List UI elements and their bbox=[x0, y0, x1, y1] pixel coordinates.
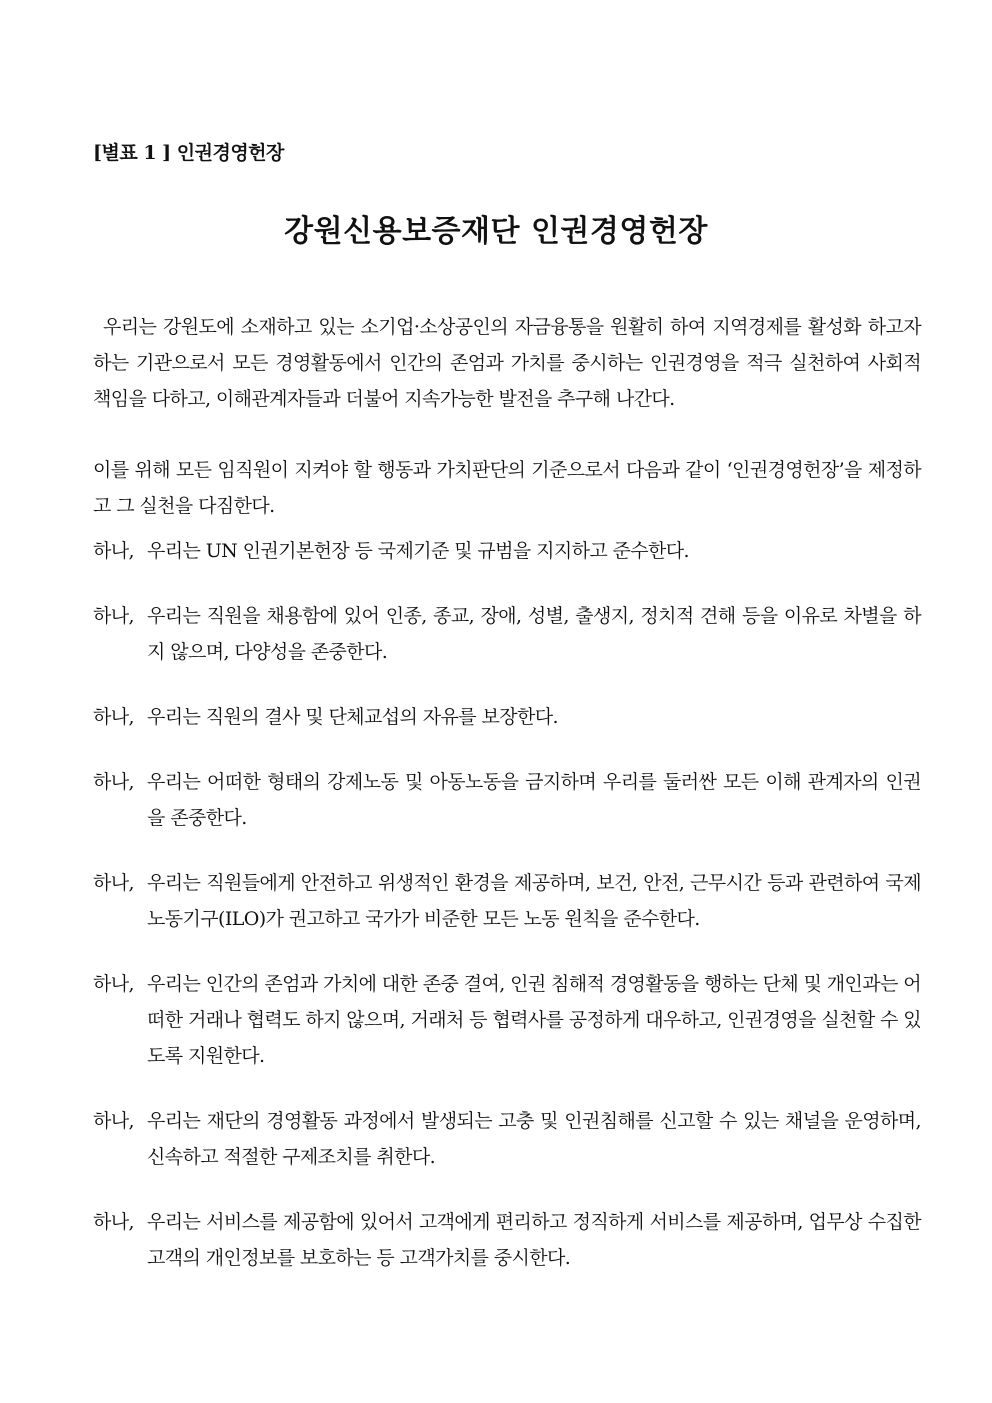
pledge-prefix: 하나, bbox=[93, 540, 134, 562]
pledge-prefix: 하나, bbox=[93, 706, 134, 728]
pledge-prefix: 하나, bbox=[93, 872, 134, 894]
pledge-prefix: 하나, bbox=[93, 1211, 134, 1233]
pledge-text: 우리는 재단의 경영활동 과정에서 발생되는 고충 및 인권침해를 신고할 수 있는 채널을 운영하며, 신속하고 적절한 구제조치를 취한다. bbox=[147, 1110, 921, 1168]
page-title: 강원신용보증재단 인권경영헌장 bbox=[284, 214, 708, 249]
pledge-item bbox=[93, 966, 921, 1074]
pledge-text: 우리는 직원들에게 안전하고 위생적인 환경을 제공하며, 보건, 안전, 근무시간 등과 관련하여 국제노동기구(ILO)가 권고하고 국가가 비준한 모든 노동 원칙을 준수한다. bbox=[147, 872, 921, 930]
pledge-item bbox=[93, 764, 921, 836]
pledge-text: 우리는 직원을 채용함에 있어 인종, 종교, 장애, 성별, 출생지, 정치적 견해 등을 이유로 차별을 하지 않으며, 다양성을 존중한다. bbox=[147, 605, 921, 663]
pledge-text: 우리는 UN 인권기본헌장 등 국제기준 및 규범을 지지하고 준수한다. bbox=[147, 540, 689, 562]
pledge-item bbox=[93, 1204, 921, 1276]
intro-paragraph-2: 이를 위해 모든 임직원이 지켜야 할 행동과 가치판단의 기준으로서 다음과 같이 ‘인권경영헌장’을 제정하고 그 실천을 다짐한다. bbox=[93, 459, 921, 517]
annex-label: [별표 1 ] 인권경영헌장 bbox=[93, 142, 284, 164]
pledge-text: 우리는 서비스를 제공함에 있어서 고객에게 편리하고 정직하게 서비스를 제공하며, 업무상 수집한 고객의 개인정보를 보호하는 등 고객가치를 중시한다. bbox=[147, 1211, 921, 1269]
pledge-prefix: 하나, bbox=[93, 771, 134, 793]
pledge-item bbox=[93, 533, 921, 569]
pledge-text: 우리는 직원의 결사 및 단체교섭의 자유를 보장한다. bbox=[147, 706, 558, 728]
pledge-item bbox=[93, 598, 921, 670]
pledge-prefix: 하나, bbox=[93, 973, 134, 995]
pledge-item bbox=[93, 1103, 921, 1175]
pledge-item bbox=[93, 865, 921, 937]
pledge-prefix: 하나, bbox=[93, 1110, 134, 1132]
pledge-prefix: 하나, bbox=[93, 605, 134, 627]
pledge-text: 우리는 인간의 존엄과 가치에 대한 존중 결여, 인권 침해적 경영활동을 행하는 단체 및 개인과는 어떠한 거래나 협력도 하지 않으며, 거래처 등 협력사를 공정하게 대우하고, 인권경영을 실천할 수 있도록 지원한다. bbox=[147, 973, 922, 1067]
pledge-text: 우리는 어떠한 형태의 강제노동 및 아동노동을 금지하며 우리를 둘러싼 모든 이해 관계자의 인권을 존중한다. bbox=[147, 771, 921, 829]
pledge-item bbox=[93, 699, 921, 735]
pledge-list bbox=[93, 533, 921, 1305]
intro-paragraph-1: 우리는 강원도에 소재하고 있는 소기업·소상공인의 자금융통을 원활히 하여 지역경제를 활성화 하고자 하는 기관으로서 모든 경영활동에서 인간의 존엄과 가치를 중시하는 인권경영을 적극 실천하여 사회적 책임을 다하고, 이해관계자들과 더불어 지속가능한 발전을 추구해 나간다. bbox=[93, 316, 921, 410]
